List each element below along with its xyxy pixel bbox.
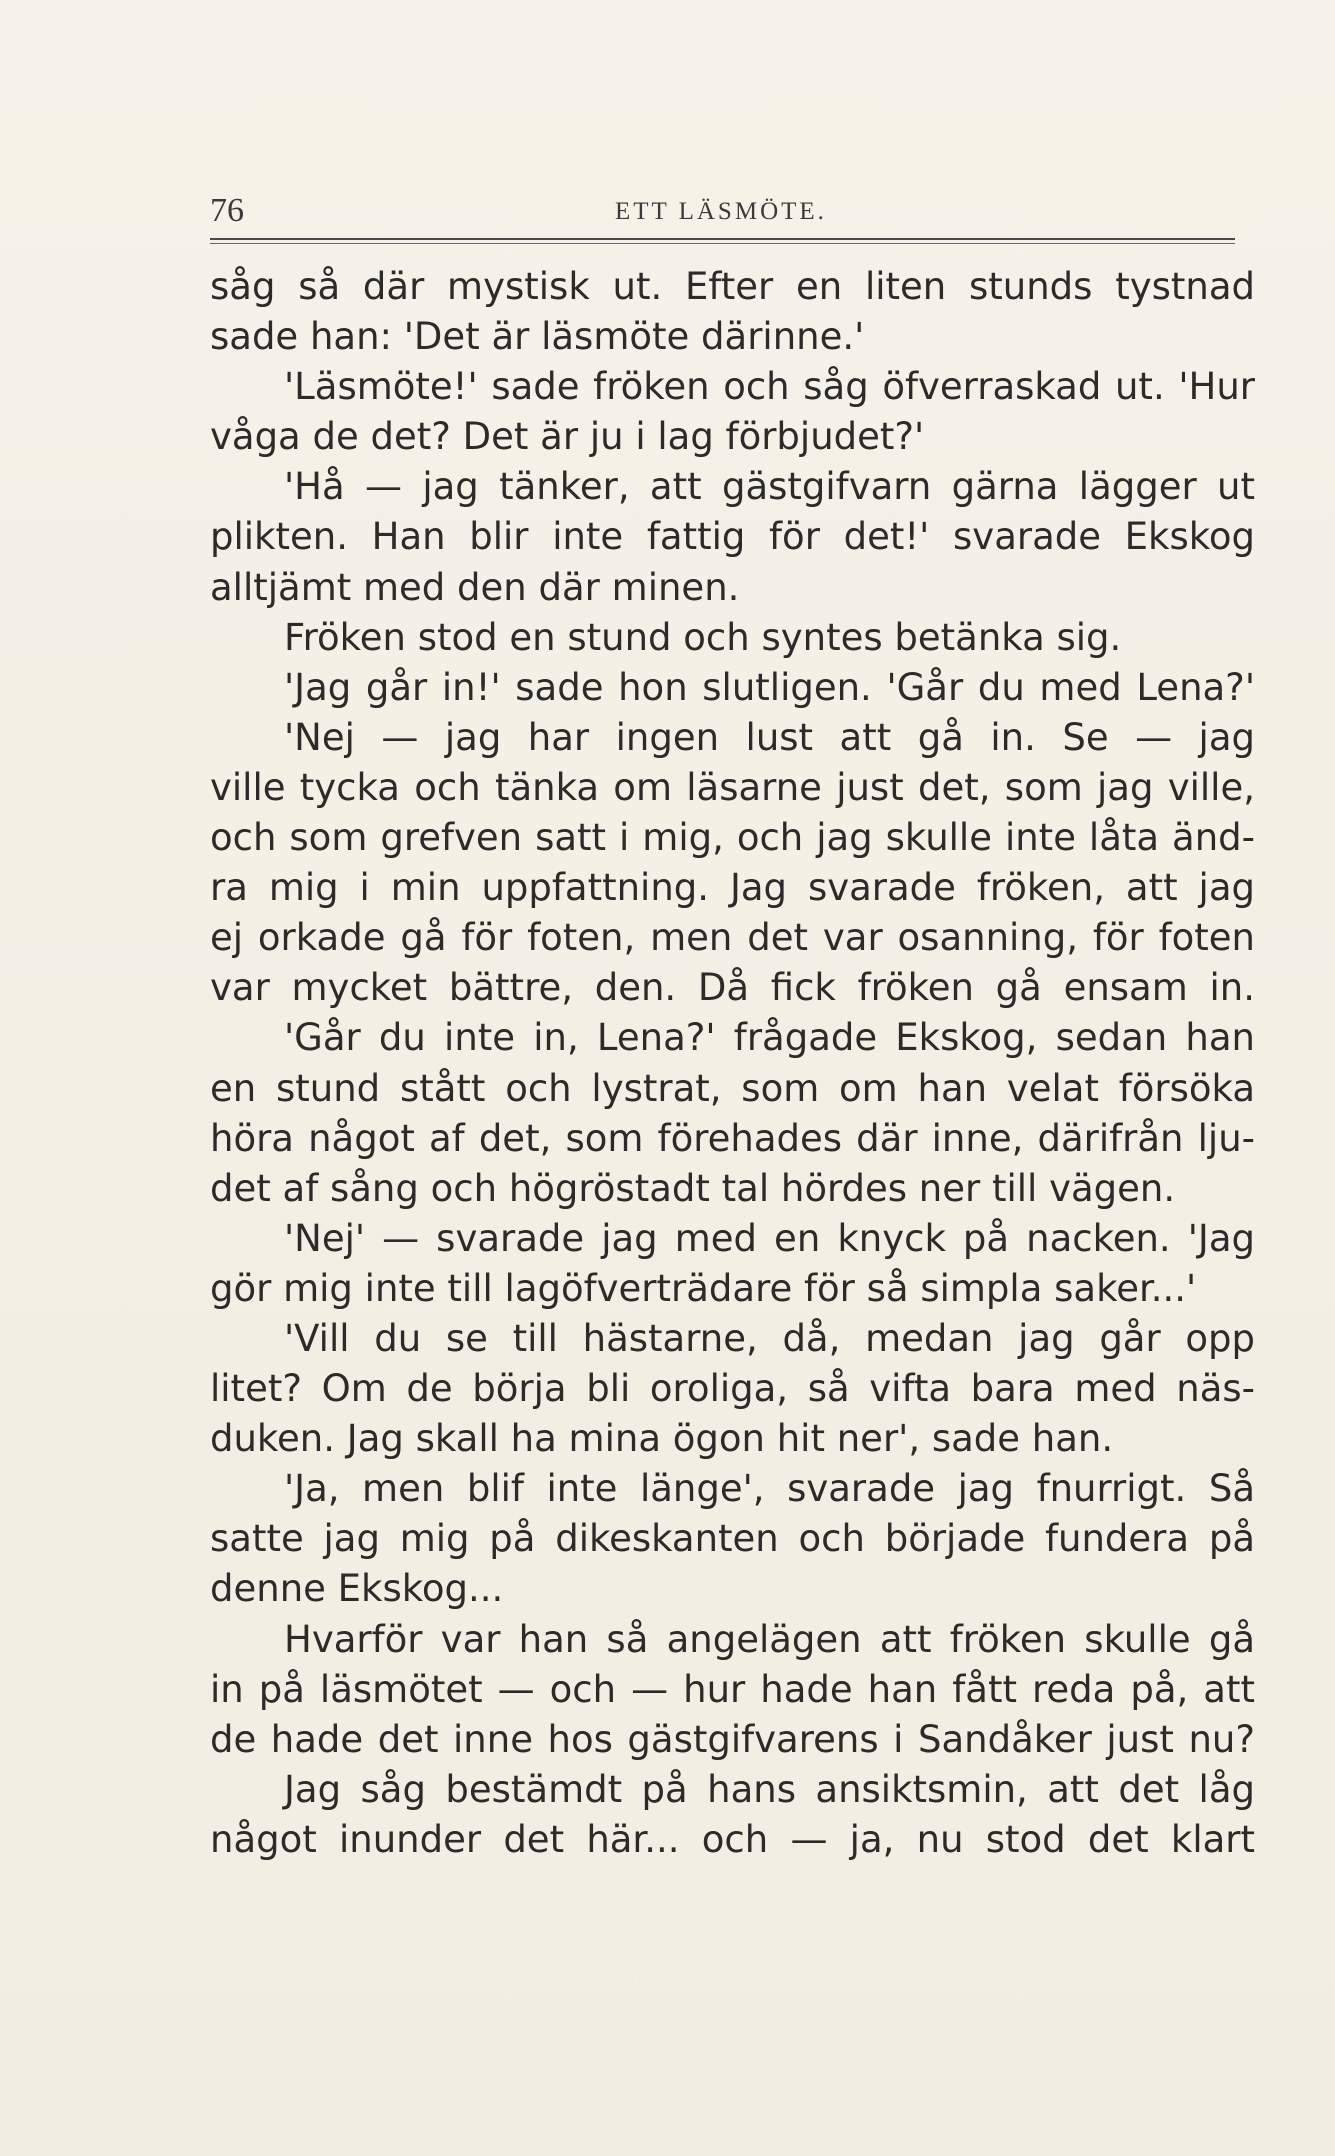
text-line: ra mig i min uppfattning. Jag svarade fröken, att jag [210, 866, 1255, 910]
text-line: en stund stått och lystrat, som om han velat försöka [210, 1066, 1255, 1110]
text-line: var mycket bättre, den. Då fick fröken gå ensam in. [210, 966, 1255, 1010]
text-line: höra något af det, som förehades där inne, därifrån lju- [210, 1116, 1255, 1160]
text-line: litet? Om de börja bli oroliga, så vifta bara med näs- [210, 1367, 1255, 1411]
text-line: 'Nej — jag har ingen lust att gå in. Se — jag [284, 715, 1255, 759]
text-line: satte jag mig på dikeskanten och började fundera på [210, 1517, 1255, 1561]
page-header [210, 186, 1235, 236]
text-line: 'Ja, men blif inte länge', svarade jag fnurrigt. Så [284, 1467, 1255, 1511]
text-line: de hade det inne hos gästgifvarens i Sandåker just nu? [210, 1717, 1255, 1761]
header-rule [210, 238, 1235, 240]
body-text [210, 262, 1255, 1865]
header-rule-thin [210, 243, 1235, 244]
text-line: Jag såg bestämdt på hans ansiktsmin, att det låg [284, 1767, 1255, 1811]
text-line: ej orkade gå för foten, men det var osanning, för foten [210, 916, 1255, 960]
text-line: gör mig inte till lagöfverträdare för så simpla saker...' [210, 1266, 1197, 1310]
text-line: ville tycka och tänka om läsarne just det, som jag ville, [210, 765, 1255, 809]
text-line: 'Vill du se till hästarne, då, medan jag går opp [284, 1316, 1255, 1360]
text-line: alltjämt med den där minen. [210, 565, 740, 609]
text-line: 'Går du inte in, Lena?' frågade Ekskog, sedan han [284, 1016, 1255, 1060]
text-line: in på läsmötet — och — hur hade han fått reda på, att [210, 1667, 1255, 1711]
text-line: 'Hå — jag tänker, att gästgifvarn gärna lägger ut [284, 465, 1255, 509]
text-line: sade han: 'Det är läsmöte därinne.' [210, 315, 865, 359]
page-number: 76 [210, 192, 244, 229]
running-title: ETT LÄSMÖTE. [615, 198, 827, 225]
text-line: det af sång och högröstadt tal hördes ner till vägen. [210, 1166, 1176, 1210]
text-line: Fröken stod en stund och syntes betänka sig. [284, 615, 1122, 659]
text-line: Hvarför var han så angelägen att fröken skulle gå [284, 1617, 1255, 1661]
text-line: duken. Jag skall ha mina ögon hit ner', sade han. [210, 1417, 1114, 1461]
text-line: något inunder det här... och — ja, nu stod det klart [210, 1817, 1255, 1861]
text-line: denne Ekskog... [210, 1567, 504, 1611]
text-line: och som grefven satt i mig, och jag skulle inte låta änd- [210, 816, 1255, 860]
text-line: 'Jag går in!' sade hon slutligen. 'Går du med Lena?' [284, 665, 1255, 709]
text-line: 'Nej' — svarade jag med en knyck på nacken. 'Jag [284, 1216, 1255, 1260]
text-line: såg så där mystisk ut. Efter en liten stunds tystnad [210, 265, 1255, 308]
text-line: våga de det? Det är ju i lag förbjudet?' [210, 415, 925, 459]
text-line: 'Läsmöte!' sade fröken och såg öfverraskad ut. 'Hur [284, 365, 1255, 409]
text-line: plikten. Han blir inte fattig för det!' svarade Ekskog [210, 515, 1255, 559]
